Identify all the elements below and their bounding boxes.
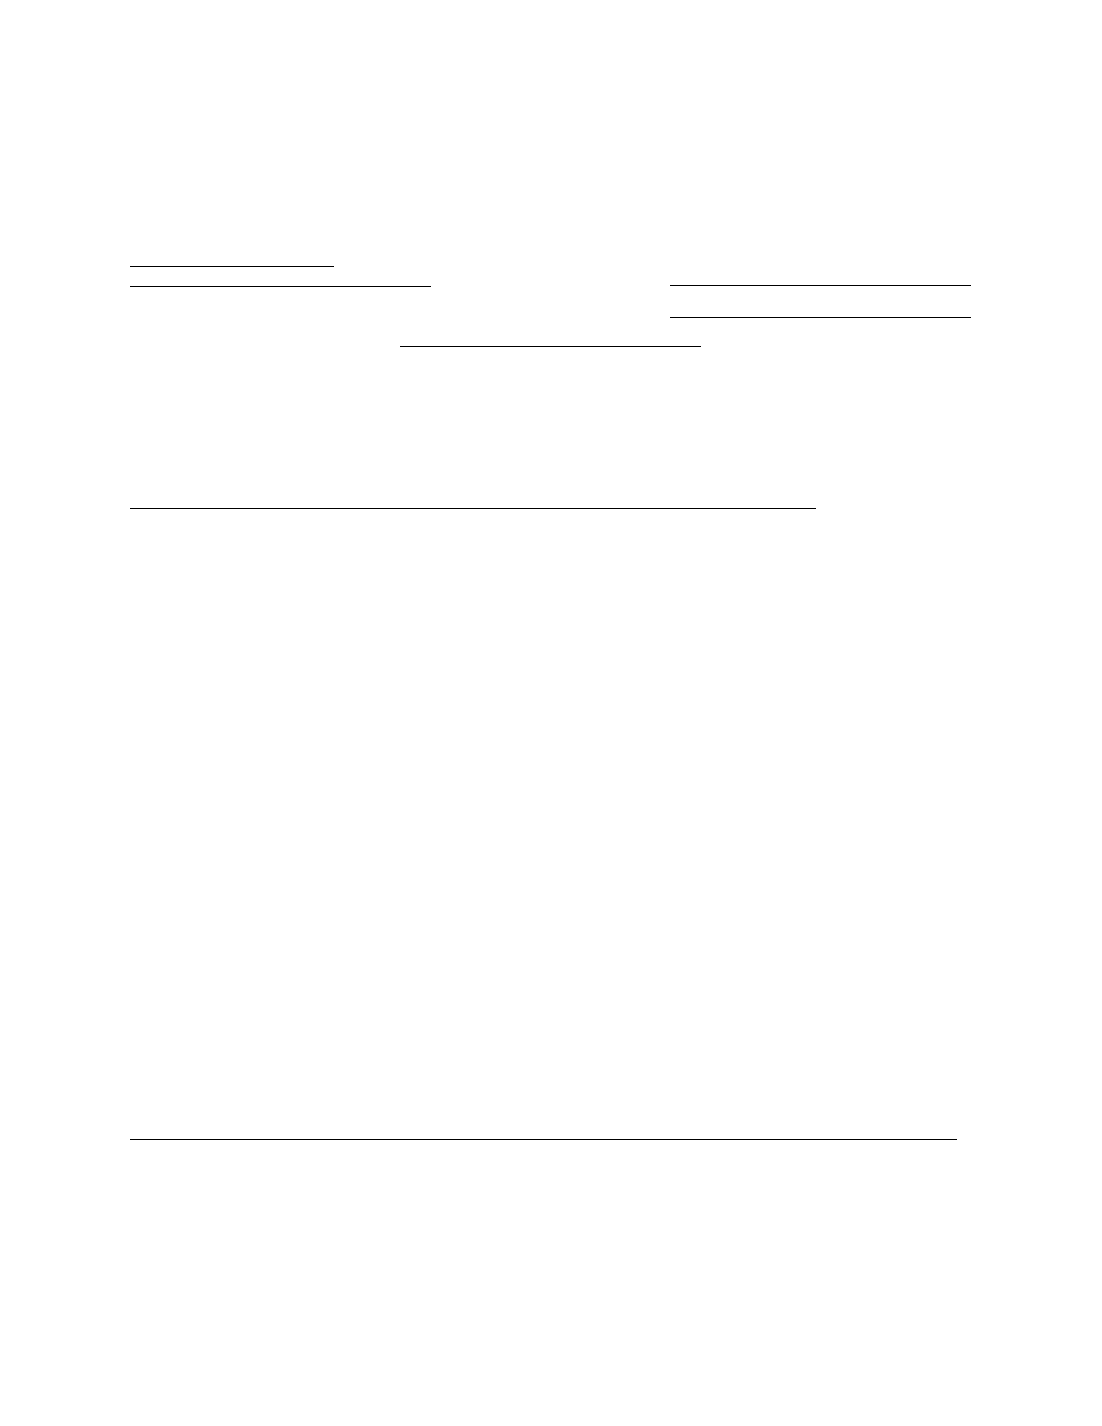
principal-address-blank[interactable] [670,267,971,286]
commission-paragraph [130,1120,971,1151]
intro-line-5 [130,328,971,347]
agent-name-blank[interactable] [670,299,971,318]
whereas-line-2 [130,489,971,520]
whereas-product-paragraph [130,489,971,520]
principal-name-blank[interactable] [130,268,431,287]
date-blank[interactable] [130,248,334,267]
product-blank[interactable] [130,490,816,509]
commission-blank-line [130,1120,971,1151]
commission-blank[interactable] [130,1121,957,1140]
intro-line-3 [130,267,971,298]
agent-address-blank[interactable] [400,328,701,347]
intro-line-2 [130,248,971,267]
intro-line-4 [130,298,971,329]
intro-paragraph [130,248,971,347]
